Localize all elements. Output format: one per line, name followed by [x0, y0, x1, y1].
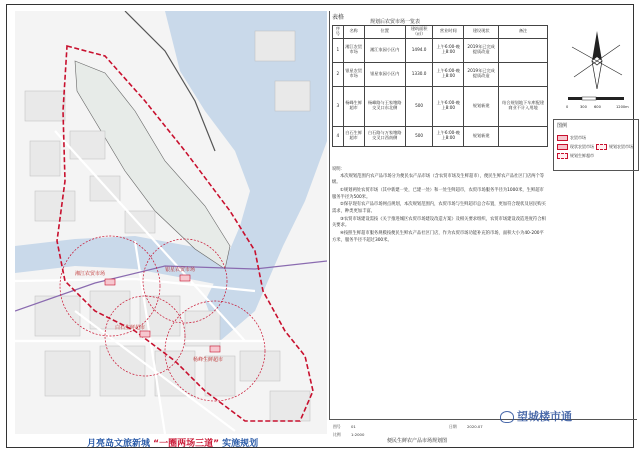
info-cell: 比例 [333, 432, 341, 437]
drawing-sheet [6, 4, 634, 448]
table-cell [499, 126, 548, 146]
table-header: 位置 [364, 26, 405, 39]
scale-tick: 0 [566, 105, 569, 109]
table-cell: 上午6:00-晚上8:00 [433, 86, 464, 126]
scale-tick: 300 [580, 105, 587, 109]
north-arrow-icon [562, 27, 632, 107]
table-cell [499, 38, 548, 62]
map-label-3: 杨峰生鲜超市 [193, 357, 224, 363]
title-bar [15, 435, 327, 449]
info-cell: 日期 [449, 424, 457, 429]
table-cell: 银星农贸市场 [343, 62, 364, 86]
table-header: 序号 [333, 26, 344, 39]
scale-tick: 1200m [616, 105, 629, 109]
table-cell: 规划新建 [464, 126, 499, 146]
table-cell: 白石生鲜超市 [343, 126, 364, 146]
note-paragraph: ②保存现有农产品市场网点规划，本次规划范围内，农贸市场与生鲜超市总合布置，更加符合现状及居民购买需求，种类更加丰富。 [332, 202, 546, 214]
table-header: 建筑面积（㎡） [405, 26, 433, 39]
legend-swatch [557, 153, 568, 159]
table-cell: 4 [333, 126, 344, 146]
table-header: 建设现状 [464, 26, 499, 39]
section-label: 表格 [332, 14, 345, 21]
watermark: 望城楼市通 [500, 408, 572, 424]
legend-item: 农贸市场 [557, 135, 586, 141]
table-cell: 结合规划地下车库配建商业不计入用地 [499, 86, 548, 126]
table-row [333, 86, 548, 126]
legend-swatch [557, 135, 568, 141]
legend-title: 图例 [557, 123, 568, 129]
table-cell: 上午6:00-晚上8:00 [433, 38, 464, 62]
legend-swatch [557, 144, 568, 150]
table-header: 营业时间 [433, 26, 464, 39]
plan-map [15, 11, 327, 434]
table-row [333, 62, 548, 86]
notes-block [332, 167, 546, 245]
table-cell: 2 [333, 62, 344, 86]
legend-item: 规划农贸市场 [596, 144, 633, 150]
table-cell: 上午6:00-晚上8:00 [433, 126, 464, 146]
table-title: 规划后农贸市场一览表 [370, 19, 421, 25]
table-cell: 2019年已完成提质改造 [464, 38, 499, 62]
map-label-1: 湘江农贸市场 [75, 271, 106, 277]
legend-item: 现状农贸市场 [557, 144, 594, 150]
note-paragraph: 本次规划范围内农产品市场分为便民农产品市场（含农贸市场及生鲜超市），便民生鲜农产品社区门店两个等级。 [332, 173, 545, 186]
table-header-row [333, 26, 548, 39]
table-header: 名称 [343, 26, 364, 39]
scale-tick: 600 [594, 105, 601, 109]
drawing-title: 便民生鲜农产品市场规划图 [387, 438, 448, 444]
table-cell: 规划新建 [464, 86, 499, 126]
table-row [333, 38, 548, 62]
table-header: 备注 [499, 26, 548, 39]
table-cell: 3 [333, 86, 344, 126]
market-table [332, 25, 548, 147]
table-cell: 银星家园小区内 [364, 62, 405, 86]
map-label-4: 白石生鲜超市 [115, 325, 146, 331]
table-cell: 500 [405, 86, 433, 126]
table-row [333, 126, 548, 146]
table-cell: 1 [333, 38, 344, 62]
page-title: 月亮岛文旅新城 “一圈两场三道” 实施规划 [87, 439, 259, 449]
table-cell: 1494.0 [405, 38, 433, 62]
table-cell: 杨峰路与王家塘路交叉口东北侧 [364, 86, 405, 126]
info-cell: 2020.07 [467, 424, 483, 429]
notes-heading: 说明： [332, 167, 345, 172]
table-cell: 湘江农贸市场 [343, 38, 364, 62]
info-cell: 01 [351, 424, 356, 429]
legend [553, 119, 639, 171]
note-paragraph: ④按照生鲜超市服务规模按便民生鲜农产品社区门店，作为农贸市场功能补充的市场，面积大小为40-200平方米，服务半径不超过300米。 [332, 230, 544, 243]
legend-swatch [596, 144, 607, 150]
title-block [329, 419, 637, 450]
map-drawing [15, 11, 327, 434]
table-cell [499, 62, 548, 86]
legend-item: 规划生鲜超市 [557, 153, 594, 159]
note-paragraph: ③农贸市场建设需按《关于推进城区农贸市场建设改造方案》及相关要求组织，农贸市场建设改造进度符合相关要求。 [332, 216, 546, 229]
map-label-2: 银星农贸市场 [165, 267, 196, 273]
table-cell: 湘江家园小区内 [364, 38, 405, 62]
table-cell: 杨峰生鲜超市 [343, 86, 364, 126]
table-cell: 白石路与万家塘路交叉口西南侧 [364, 126, 405, 146]
table-cell: 2019年已完成提质改造 [464, 62, 499, 86]
table-cell: 上午6:00-晚上8:00 [433, 62, 464, 86]
info-cell: 1:2000 [351, 432, 365, 437]
info-panel [329, 11, 638, 419]
wechat-logo-icon [500, 411, 514, 423]
info-cell: 图号 [333, 424, 341, 429]
note-paragraph: ①规划两处农贸市场（其中新建一处，已建一处）和一处生鲜超市，农贸市场服务半径为1000米，生鲜超市服务半径为500米。 [332, 187, 544, 200]
table-cell: 500 [405, 126, 433, 146]
table-cell: 1330.0 [405, 62, 433, 86]
